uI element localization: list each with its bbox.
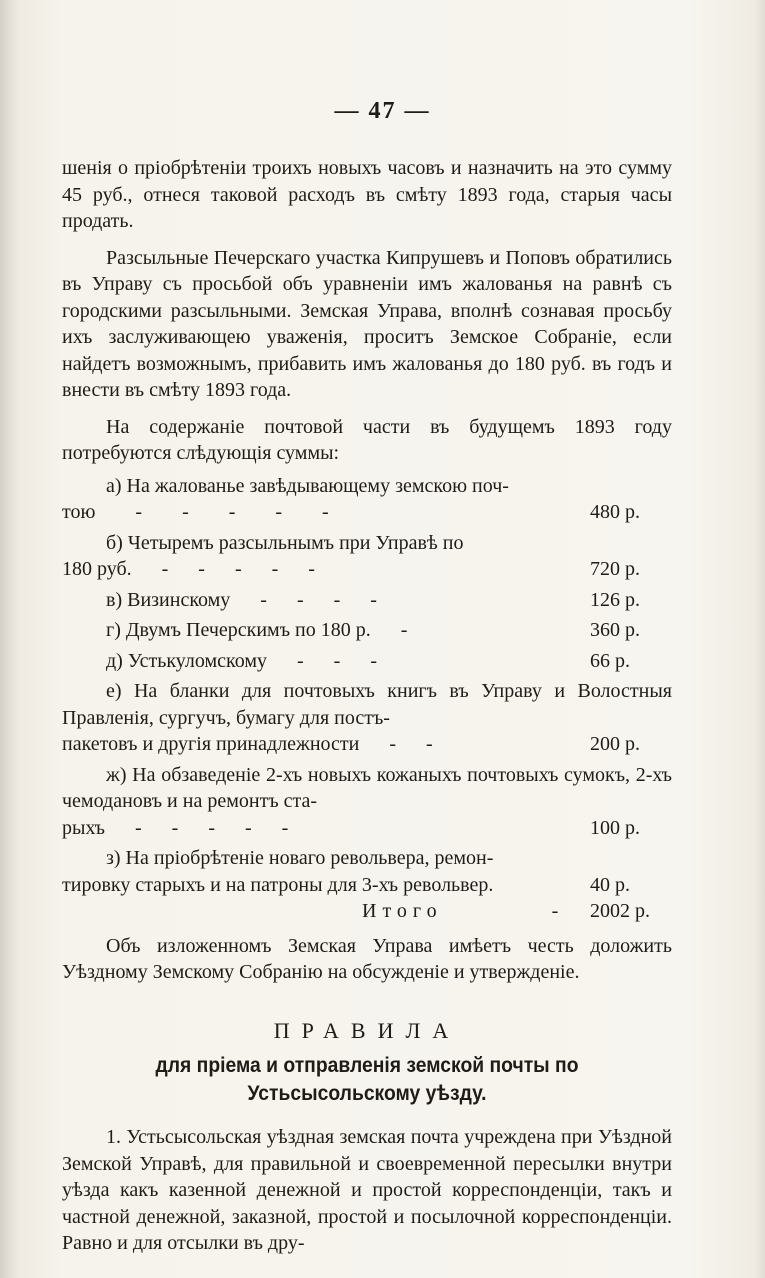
budget-item [62, 648, 672, 675]
section-subheading: для пріема и отправленія земской почты по Устьсысольскому уѣзду. [155, 1054, 579, 1105]
rule-1: 1. Устьсысольская уѣздная земская почта учреждена при Уѣздной Земской Управѣ, для правильной и своевременной пересылки внутри уѣзда какъ казенной денежной и простой корреспонденціи, такъ и частной денежной, заказной, простой и посылочной корреспонденціи. Равно и для отсылки въ дру- [62, 1126, 672, 1254]
page-edge [755, 0, 765, 1278]
budget-item-continuation: рыхъ - - - - - [62, 816, 289, 839]
budget-item-amount: 720 р. [590, 558, 640, 580]
budget-item-amount: 40 р. [590, 873, 630, 896]
paragraph-continuation: шенія о пріобрѣтеніи троихъ новыхъ часовъ и назначить на это сумму 45 руб., отнеся таковой расходъ въ смѣту 1893 года, старыя часы продать. [62, 157, 672, 232]
budget-item-continuation: тировку старыхъ и на патроны для 3-хъ револьвер. [62, 873, 494, 896]
body-text [62, 155, 672, 1257]
budget-item [62, 678, 672, 758]
budget-total [62, 898, 672, 925]
budget-item-text: з) На пріобрѣтеніе новаго револьвера, ремон- [106, 847, 494, 869]
paragraph-report: Объ изложенномъ Земская Управа имѣетъ честь доложить Уѣздному Земскому Собранію на обсужденіе и утвержденіе. [62, 934, 672, 983]
budget-item-amount: 360 р. [590, 619, 640, 641]
budget-item-text: е) На бланки для почтовыхъ книгъ въ Управу и Волостныя Правленія, сургучъ, бумагу для постъ- [62, 680, 672, 729]
total-amount: 2002 р. [590, 900, 650, 922]
budget-item-text: в) Визинскому - - - - [106, 588, 377, 611]
total-dash: - [551, 900, 559, 922]
budget-item-amount: 200 р. [590, 733, 640, 755]
budget-item [62, 473, 672, 526]
budget-item-text: ж) На обзаведеніе 2-хъ новыхъ кожаныхъ почтовыхъ сумокъ, 2-хъ чемодановъ и на ремонтъ ста- [62, 763, 672, 812]
budget-item-amount: 480 р. [590, 501, 640, 523]
budget-item-continuation: пакетовъ и другія принадлежности - - [62, 733, 433, 755]
budget-item [62, 587, 672, 614]
budget-item-amount: 100 р. [590, 816, 640, 839]
binding-shadow [0, 0, 18, 1278]
paragraph-postal-budget: На содержаніе почтовой части въ будущемъ 1893 году потребуются слѣдующія суммы: [62, 415, 672, 464]
budget-item-text: б) Четыремъ разсыльнымъ при Управѣ по [106, 531, 464, 554]
page-number: — 47 — [334, 98, 431, 124]
budget-item [62, 845, 672, 898]
budget-item [62, 530, 672, 583]
budget-item-amount: 66 р. [590, 649, 630, 672]
budget-item [62, 762, 672, 842]
section-heading: ПРАВИЛА [273, 1017, 461, 1043]
budget-item [62, 617, 672, 644]
budget-item-continuation: 180 руб. - - - - - [62, 558, 315, 580]
budget-item-text: г) Двумъ Печерскимъ по 180 р. - [106, 619, 408, 641]
paragraph-messengers: Разсыльные Печерскаго участка Кипрушевъ и Поповъ обратились въ Управу съ просьбой объ уравненіи имъ жалованья на равнѣ съ городскими разсыльными. Земская Управа, вполнѣ сознавая просьбу ихъ заслуживающею уваженія, проситъ Земское Собраніе, если найдетъ возможнымъ, прибавить имъ жалованья до 180 руб. въ годъ и внести въ смѣту 1893 года. [62, 246, 672, 401]
budget-item-amount: 126 р. [590, 588, 640, 611]
budget-item-continuation: тою - - - - - [62, 501, 329, 523]
budget-item-text: а) На жалованье завѣдывающему земскою поч- [106, 474, 509, 497]
total-label: Итого [362, 900, 443, 922]
budget-item-text: д) Устькуломскому - - - [106, 649, 377, 672]
